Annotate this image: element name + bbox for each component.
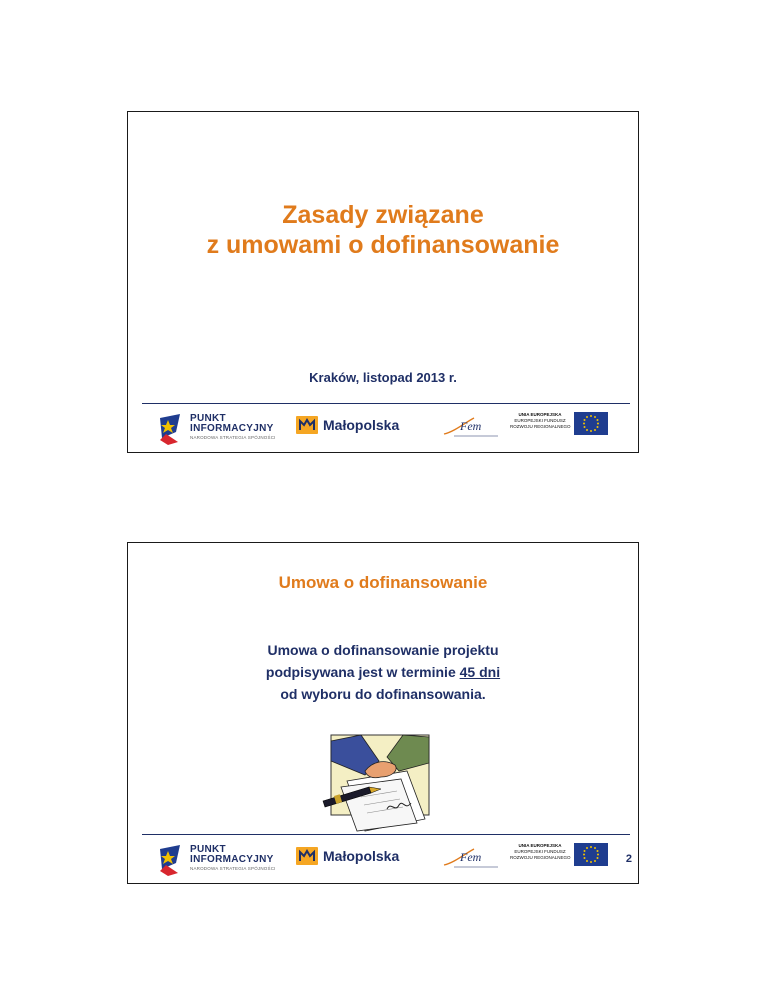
title-line-2: z umowami o dofinansowanie (206, 231, 560, 259)
nss-subtext: NARODOWA STRATEGIA SPÓJNOŚCI (190, 866, 276, 871)
footer-divider (142, 403, 630, 404)
malopolska-text: Małopolska (323, 417, 400, 433)
handshake-contract-clipart (321, 731, 439, 835)
slide-1-title (128, 200, 638, 260)
malopolska-logo (296, 416, 422, 438)
punkt-text: PUNKT (190, 413, 226, 424)
malopolska-emblem-icon (296, 847, 318, 865)
slide-2-footer (128, 839, 638, 879)
slide-2-body (128, 639, 638, 705)
fem-logo (440, 412, 502, 442)
svg-text:Fem: Fem (460, 850, 482, 864)
malopolska-emblem-icon (296, 416, 318, 434)
nss-star-icon (156, 412, 186, 446)
punkt-text: PUNKT (190, 844, 226, 855)
eu-text: UNIA EUROPEJSKA EUROPEJSKI FUNDUSZ ROZWOJU REGIONALNEGO (510, 412, 571, 429)
svg-text:Fem: Fem (460, 419, 482, 433)
slide-1 (127, 111, 639, 453)
eu-flag-icon (574, 412, 608, 435)
nss-subtext: NARODOWA STRATEGIA SPÓJNOŚCI (190, 435, 276, 440)
slide-2 (127, 542, 639, 884)
informacyjny-text: INFORMACYJNY (190, 854, 274, 865)
page-number: 2 (625, 853, 632, 865)
nss-star-icon (156, 843, 186, 877)
deadline-45-days: 45 dni (459, 664, 501, 680)
informacyjny-text: INFORMACYJNY (190, 423, 274, 434)
slide-1-footer (128, 408, 638, 448)
punkt-informacyjny-logo (156, 843, 286, 877)
body-line-1: Umowa o dofinansowanie projektu (267, 642, 499, 658)
eu-flag-icon (574, 843, 608, 866)
malopolska-logo (296, 847, 422, 869)
slide-2-title: Umowa o dofinansowanie (278, 573, 488, 592)
footer-divider (142, 834, 630, 835)
title-line-1: Zasady związane (282, 201, 484, 229)
fem-logo (440, 843, 502, 873)
eu-logo (510, 841, 610, 877)
slide-1-subtitle: Kraków, listopad 2013 r. (309, 370, 457, 385)
eu-text: UNIA EUROPEJSKA EUROPEJSKI FUNDUSZ ROZWOJU REGIONALNEGO (510, 843, 571, 860)
body-line-2: podpisywana jest w terminie 45 dni (265, 664, 501, 680)
body-line-3: od wyboru do dofinansowania. (280, 686, 486, 702)
punkt-informacyjny-logo (156, 412, 286, 446)
eu-logo (510, 410, 610, 446)
malopolska-text: Małopolska (323, 848, 400, 864)
